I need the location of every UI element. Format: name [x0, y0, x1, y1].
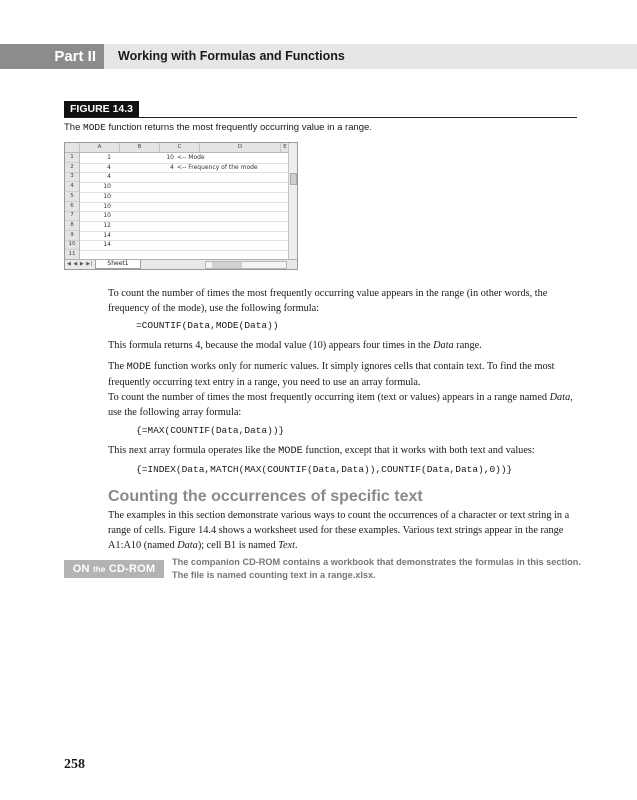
row-number: 7 — [65, 211, 79, 221]
grid-line — [80, 250, 288, 251]
row-number: 2 — [65, 163, 79, 173]
row-number: 4 — [65, 182, 79, 192]
text: The examples in this section demonstrate various ways to count the occurrences of a character or text string in a range of cells. Figure 14.4 shows a worksheet used for these examples. Various text strings appear in the range A1:A10 (named — [108, 510, 570, 551]
row-number: 1 — [65, 153, 79, 163]
row-number: 6 — [65, 202, 79, 212]
row-number: 11 — [65, 250, 79, 260]
text: range. — [453, 340, 482, 351]
figure-label: FIGURE 14.3 — [64, 101, 139, 117]
text: function works only for numeric values. It simply ignores cells that contain text. To find the most frequently occurring text entry in a range, you need to use an array formula. — [108, 361, 555, 388]
text: To count the number of times the most frequently occurring item (text or values) appears in a range named — [108, 392, 550, 403]
grid-line — [80, 202, 288, 203]
spreadsheet-screenshot — [64, 142, 298, 270]
paragraph — [108, 338, 578, 353]
grid-line — [80, 240, 288, 241]
caption-post: function returns the most frequently occurring value in a range. — [105, 122, 372, 133]
column-header-c: C — [160, 143, 200, 152]
column-header-a: A — [80, 143, 120, 152]
row-number: 10 — [65, 240, 79, 250]
caption-code: MODE — [83, 122, 106, 133]
cell-c1: 10 — [166, 154, 174, 161]
cell-a9: 14 — [103, 231, 111, 239]
cell-d1: <-- Mode — [177, 154, 205, 161]
select-all-corner — [65, 143, 80, 152]
row-number: 9 — [65, 231, 79, 241]
chapter-section-title: Working with Formulas and Functions — [118, 49, 345, 63]
grid-line — [80, 182, 288, 183]
code-formula: {=INDEX(Data,MATCH(MAX(COUNTIF(Data,Data)),COUNTIF(Data,Data),0))} — [136, 464, 513, 475]
tab-navigation-arrows-icon: ◀ ◀ ▶ ▶| — [67, 261, 93, 267]
badge-on: ON — [72, 563, 90, 575]
cell-d2: <-- Frequency of the mode — [177, 163, 258, 171]
running-header — [0, 44, 637, 69]
paragraph — [108, 508, 578, 553]
cell-a1: 1 — [107, 154, 111, 161]
paragraph — [108, 359, 578, 390]
cell-a7: 10 — [103, 212, 111, 220]
text: function, except that it works with both text and values: — [302, 445, 535, 456]
caption-pre: The — [64, 122, 84, 133]
cell-a10: 14 — [103, 241, 111, 249]
emphasis: Text — [278, 540, 295, 551]
text: ); cell B1 is named — [197, 540, 279, 551]
column-header-d: D — [200, 143, 281, 152]
paragraph — [108, 443, 578, 459]
badge-the: the — [92, 565, 106, 574]
badge-cd-rom: CD-ROM — [108, 563, 156, 575]
text: The — [108, 361, 127, 372]
text: . — [294, 540, 298, 551]
text: This next array formula operates like the — [108, 445, 279, 456]
inline-code: MODE — [126, 361, 152, 373]
scroll-thumb — [212, 262, 242, 268]
sheet-tab: Sheet1 — [95, 260, 141, 269]
sheet-tab-bar — [65, 259, 297, 269]
section-heading: Counting the occurrences of specific text — [108, 488, 423, 505]
cell-a6: 10 — [103, 202, 111, 210]
row-number: 3 — [65, 172, 79, 182]
row-number: 5 — [65, 192, 79, 202]
grid-line — [80, 211, 288, 212]
paragraph: To count the number of times the most frequently occurring value appears in the range (in other words, the frequency of the mode), use the following formula: — [108, 288, 548, 314]
text: This formula returns 4, because the modal value (10) appears four times in the — [108, 340, 434, 351]
horizontal-scrollbar — [205, 261, 287, 269]
cell-c2: 4 — [170, 163, 174, 171]
cell-a3: 4 — [107, 173, 111, 181]
grid-line — [80, 192, 288, 193]
column-header-e: E — [283, 144, 287, 150]
grid-line — [80, 231, 288, 232]
cell-a5: 10 — [103, 192, 111, 200]
column-header-bar — [65, 143, 297, 153]
cd-rom-note: The companion CD-ROM contains a workbook that demonstrates the formulas in this section. The file is named counting text in a range.xlsx. — [172, 557, 581, 580]
figure-caption — [64, 122, 372, 133]
row-number: 8 — [65, 221, 79, 231]
figure-rule — [64, 117, 577, 118]
vertical-scrollbar — [288, 143, 297, 260]
cd-rom-badge — [64, 560, 164, 578]
emphasis: Data — [549, 392, 571, 403]
part-label: Part II — [0, 44, 104, 69]
code-formula: =COUNTIF(Data,MODE(Data)) — [136, 320, 279, 331]
page-number: 258 — [64, 757, 85, 772]
inline-code: MODE — [278, 445, 303, 457]
cell-a2: 4 — [107, 163, 111, 171]
paragraph — [108, 390, 578, 420]
cell-a8: 12 — [103, 221, 111, 229]
emphasis: Data — [433, 340, 454, 351]
grid-line — [80, 172, 288, 173]
column-header-b: B — [120, 143, 160, 152]
scroll-thumb — [290, 173, 297, 185]
cell-a4: 10 — [103, 183, 111, 191]
emphasis: Data — [177, 540, 198, 551]
grid-line — [80, 221, 288, 222]
code-formula: {=MAX(COUNTIF(Data,Data))} — [136, 425, 285, 436]
row-header-bar — [65, 153, 80, 260]
text: , use the following array formula: — [108, 392, 573, 418]
